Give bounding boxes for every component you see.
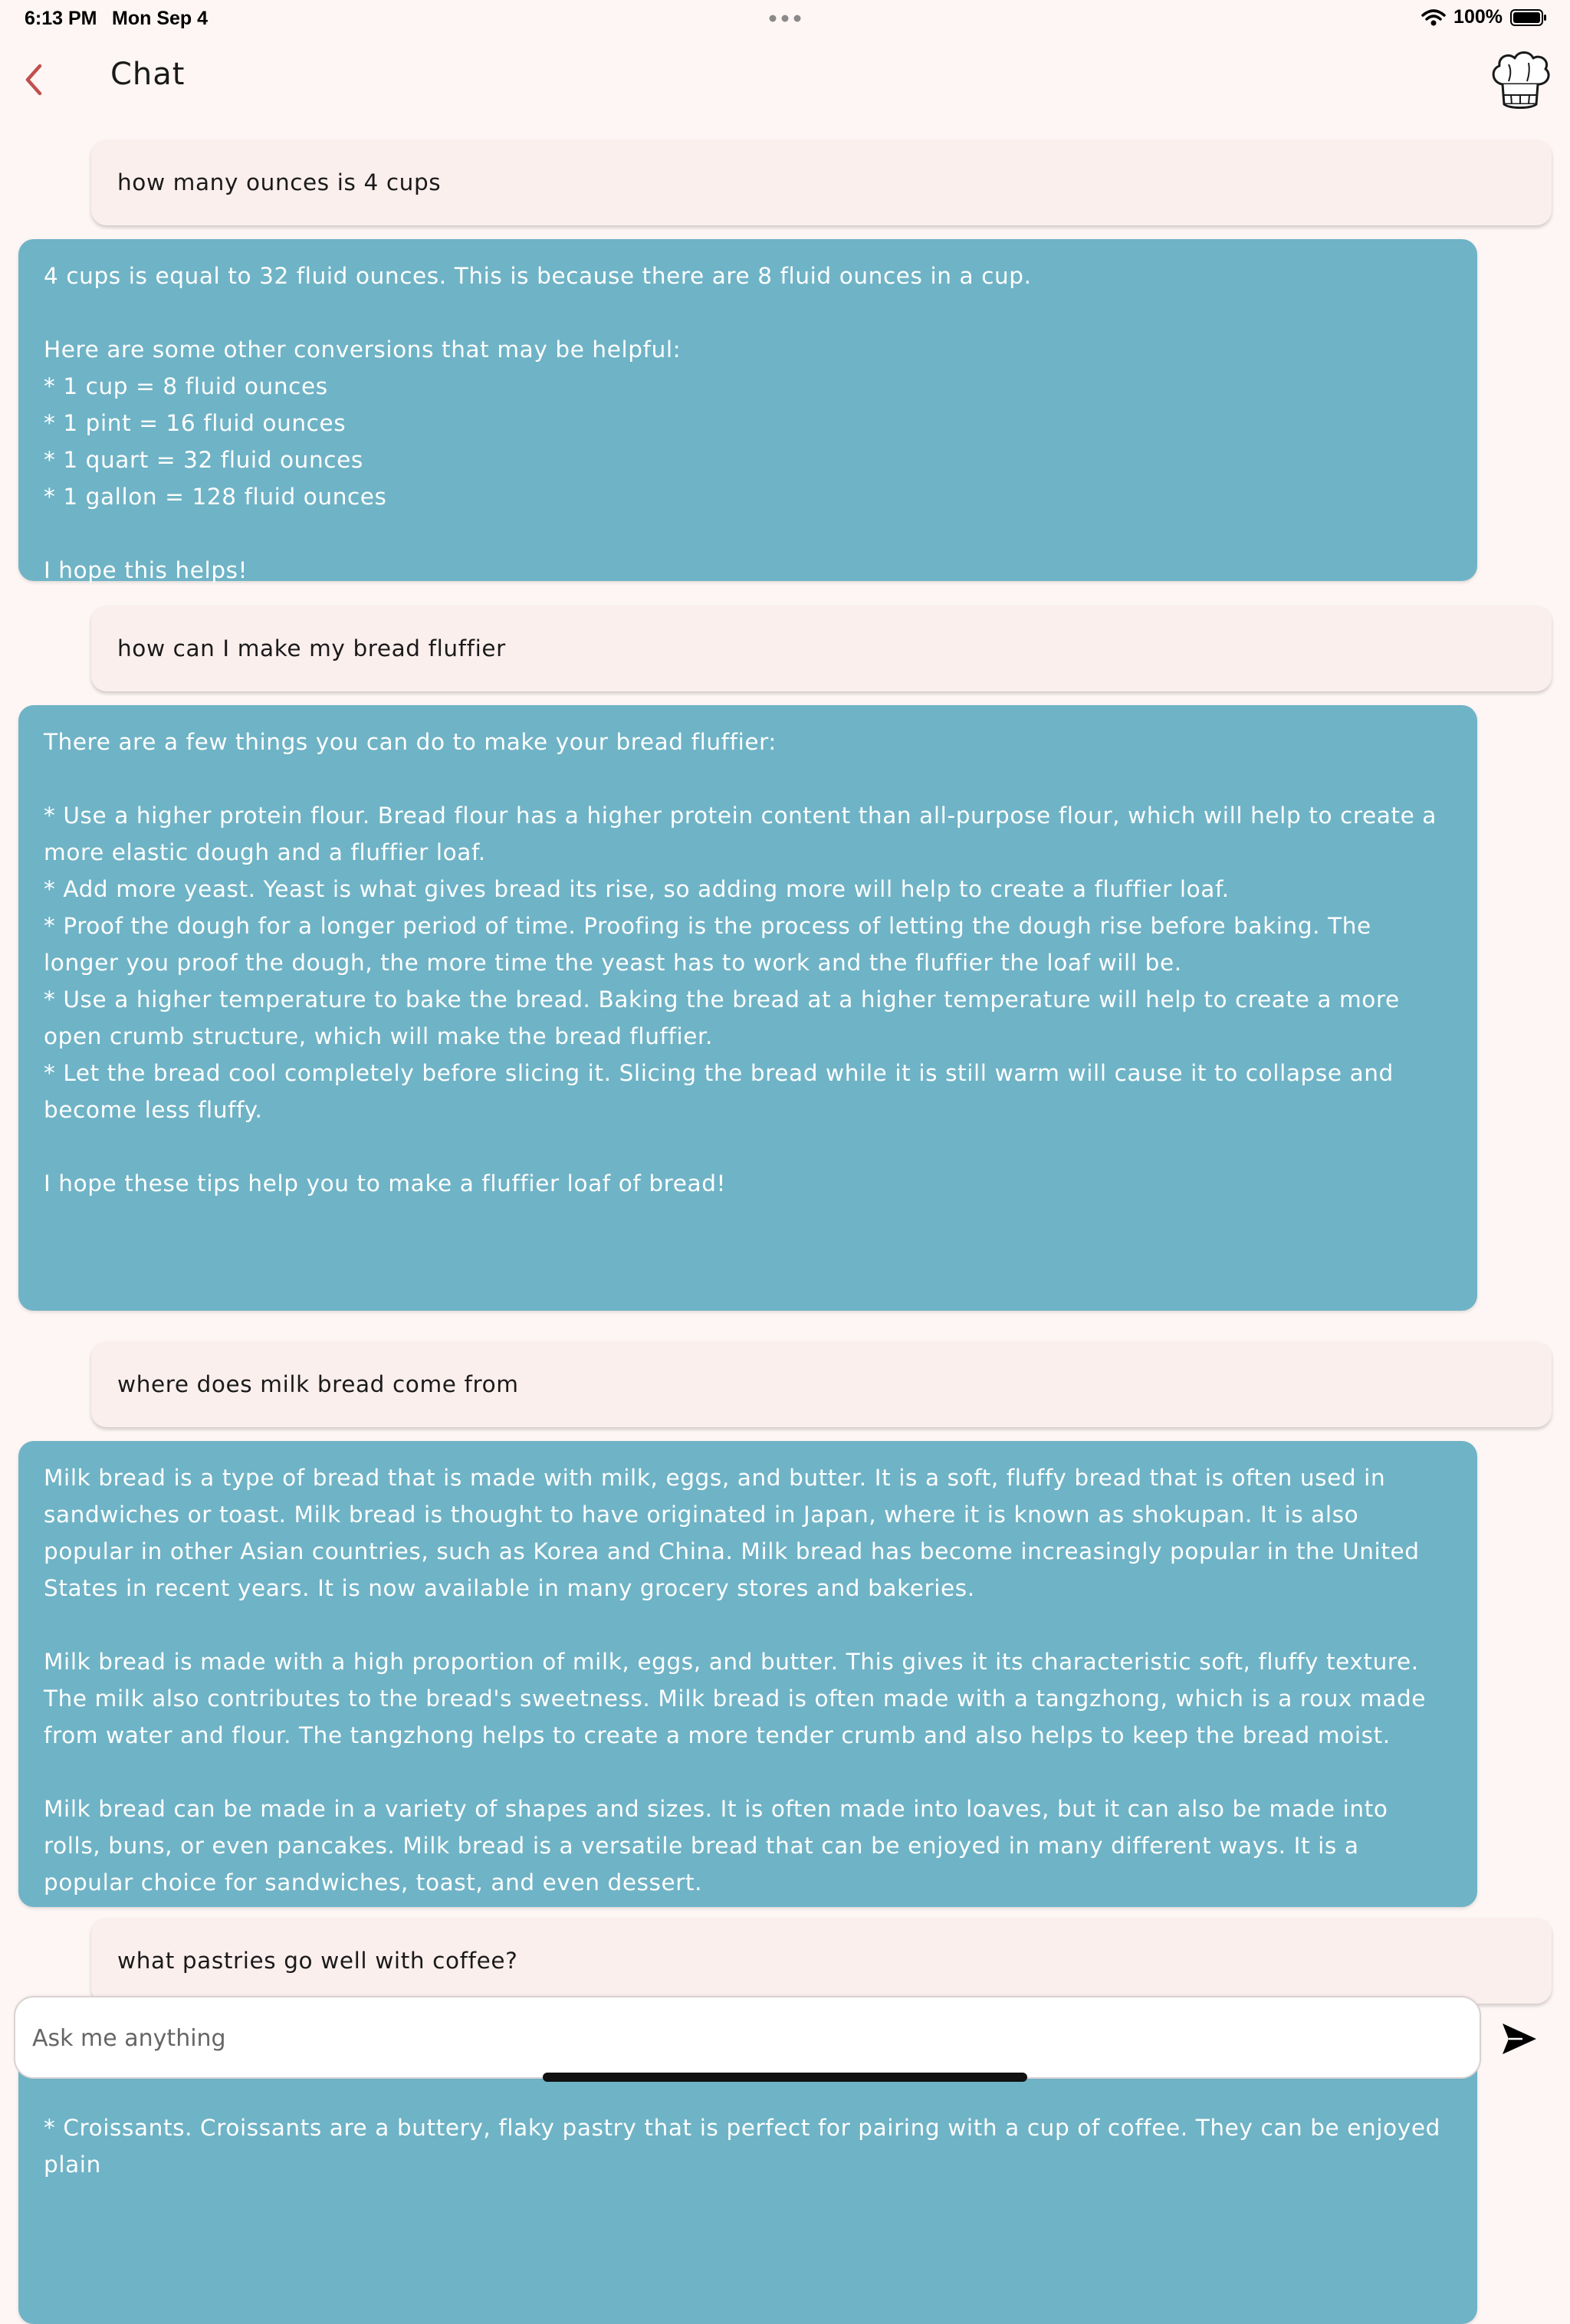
status-date: Mon Sep 4 [112,8,209,29]
assistant-message: There are a few things you can do to make your bread fluffier: * Use a higher protein flour. Bread flour has a higher protein content than all-purpose flour, which will help to create a more elastic dough and a fluffier loaf. * Add more yeast. Yeast is what gives bread its rise, so adding more will help to create a fluffier loaf. * Proof the dough for a longer period of time. Proofing is the process of letting the dough rise before baking. The longer you proof the dough, the more time the yeast has to work and the fluffier the loaf will be. * Use a higher temperature to bake the bread. Baking the bread at a higher temperature will help to create a more open crumb structure, which will make the bread fluffier. * Let the bread cool completely before slicing it. Slicing the bread while it is still warm will cause it to collapse and become less fluffy. I hope these tips help you to make a fluffier loaf of bread! [18,705,1477,1311]
home-indicator[interactable] [543,2073,1027,2082]
back-chevron-icon[interactable] [18,58,49,101]
navigation-bar [0,46,1570,115]
assistant-message: Milk bread is a type of bread that is made with milk, eggs, and butter. It is a soft, fluffy bread that is often used in sandwiches or toast. Milk bread is thought to have originated in Japan, where it is known as shokupan. It is also popular in other Asian countries, such as Korea and China. Milk bread has become increasingly popular in the United States in recent years. It is now available in many grocery stores and bakeries. Milk bread is made with a high proportion of milk, eggs, and butter. This gives it its characteristic soft, fluffy texture. The milk also contributes to the bread's sweetness. Milk bread is often made with a tangzhong, which is a roux made from water and flour. The tangzhong helps to create a more tender crumb and also helps to keep the bread moist. Milk bread can be made in a variety of shapes and sizes. It is often made into loaves, but it can also be made into rolls, buns, or even pancakes. Milk bread is a versatile bread that can be enjoyed in many different ways. It is a popular choice for sandwiches, toast, and even dessert. [18,1441,1477,1907]
wifi-icon [1421,8,1446,27]
status-bar [0,0,1570,37]
status-time: 6:13 PM [25,8,97,29]
user-message: what pastries go well with coffee? [91,1918,1552,2004]
assistant-message: * Croissants. Croissants are a buttery, flaky pastry that is perfect for pairing with a cup of coffee. They can be enjoyed plain [18,2017,1477,2324]
user-message: how many ounces is 4 cups [91,140,1552,225]
battery-icon [1510,8,1547,27]
user-message: how can I make my bread fluffier [91,606,1552,691]
page-title: Chat [110,57,186,92]
send-icon[interactable] [1499,2020,1539,2057]
assistant-message: 4 cups is equal to 32 fluid ounces. This is because there are 8 fluid ounces in a cup. Here are some other conversions that may be helpful: * 1 cup = 8 fluid ounces * 1 pint = 16 fluid ounces * 1 quart = 32 fluid ounces * 1 gallon = 128 fluid ounces I hope this helps! [18,239,1477,581]
chef-hat-icon[interactable] [1486,48,1553,112]
message-input[interactable] [31,2011,1460,2065]
battery-percentage: 100% [1453,6,1503,28]
user-message: where does milk bread come from [91,1341,1552,1427]
status-indicators [1421,6,1547,28]
message-composer[interactable] [14,1996,1481,2079]
multitasking-dots-icon[interactable] [767,9,803,28]
